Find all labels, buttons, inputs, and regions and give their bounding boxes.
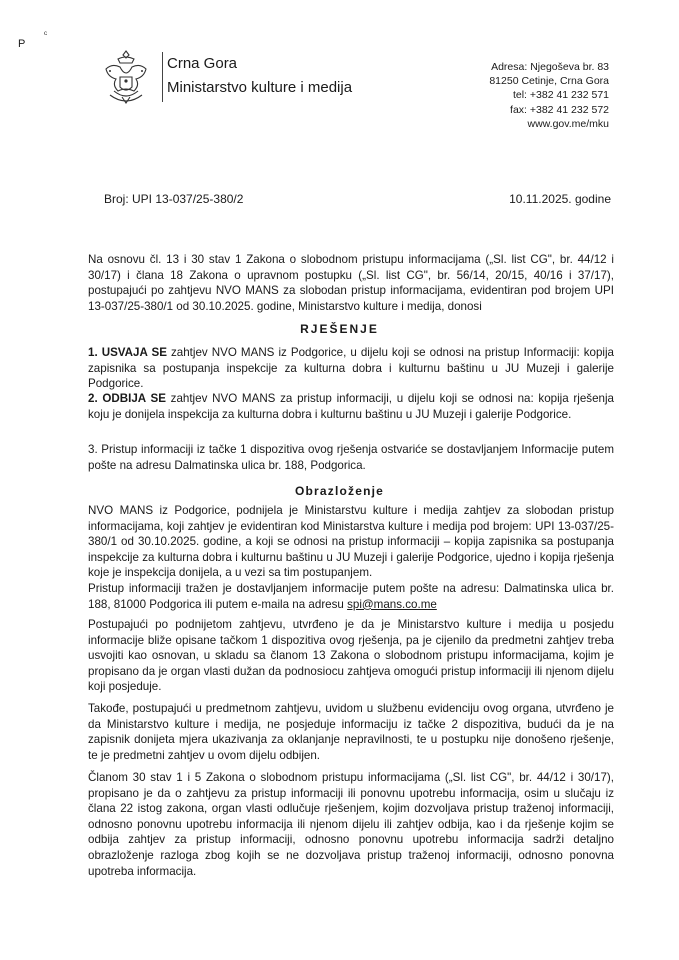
email-link[interactable]: spi@mans.co.me	[347, 597, 437, 611]
phone-line: tel: +382 41 232 571	[512, 89, 609, 102]
section-title-rjesenje: RJEŠENJE	[300, 322, 379, 336]
scan-mark: P	[18, 38, 26, 50]
fax-line: fax: +382 41 232 572	[510, 103, 609, 116]
reasoning-paragraph-2-text: Pristup informaciji tražen je dostavljanjem informacije putem pošte na adresu: Dalmatinska ulica br. 188, 81000 Podgorica ili putem e-maila na adresu	[88, 582, 614, 611]
org-country: Crna Gora	[167, 55, 238, 72]
dispositive-2-lead: 2. ODBIJA SE	[88, 392, 166, 405]
reasoning-paragraph-2	[88, 581, 614, 612]
dispositive-1-lead: 1. USVAJA SE	[88, 346, 167, 359]
reasoning-paragraph-5: Članom 30 stav 1 i 5 Zakona o slobodnom pristupu informacijama („Sl. list CG", br. 44/12 i 30/17), propisano je da o zahtjevu za pristup informaciji ili ponovnu upotrebu informacija, osim u slučaju iz člana 22 istog zakona, organ vlasti odlučuje rješenjem, kojim dozvoljava pristup traženoj informaciji, odnosno ponovnu upotrebu informacija ili njenom dijelu ili zahtjev odbija, kao i da rješenje kojim se odbija zahtjev za pristup informaciji, odnosno ponovnu upotrebu informacija sadrži detaljno obrazloženje razloga zbog kojih se ne dozvoljava pristup traženoj informaciji, odnosno ponovna upotreba informacija.	[88, 771, 614, 878]
section-title-obrazlozenje: Obrazloženje	[294, 484, 385, 498]
dispositive-1-text: zahtjev NVO MANS iz Podgorice, u dijelu koji se odnosi na pristup Informaciji: kopija zapisnika sa postupanja inspekcije za kulturna dobra i kulturnu baštinu u JU Muzeji i galerije Podgorice.	[88, 346, 614, 391]
reasoning-paragraph-1: NVO MANS iz Podgorice, podnijela je Ministarstvu kulture i medija zahtjev za slobodan pristup informacijama, koji zahtjev je evidentiran kod Ministarstva kulture i medija pod brojem: UPI 13-037/25-380/1 od 30.10.2025. godine, a koji se odnosi na pristup informaciji – kopija zapisnika sa postupanja inspekcije za kulturna dobra i kulturnu baštinu u JU Muzeji i galerije Podgorice, ujedno i kopija rješenja koje je inspekcija donijela, a u vezi sa tim postupanjem.	[88, 504, 614, 580]
org-ministry: Ministarstvo kulture i medija	[167, 79, 353, 96]
address-line: Adresa: Njegoševa br. 83	[491, 61, 609, 73]
document-number: Broj: UPI 13-037/25-380/2	[104, 192, 244, 206]
dispositive-1	[88, 345, 614, 392]
dispositive-3: 3. Pristup informaciji iz tačke 1 dispozitiva ovog rješenja ostvariće se dostavljanjem Informacije putem pošte na adresu Dalmatinska ulica br. 188, Podgorica.	[88, 443, 614, 472]
reasoning-paragraph-3: Postupajući po podnijetom zahtjevu, utvrđeno je da je Ministarstvo kulture i medija u posjedu informacije bliže opisane tačkom 1 dispozitiva ovog rješenja, pa je cijenilo da predmetni zahtjev treba usvojiti kao osnovan, u skladu sa članom 13 Zakona o slobodnom pristupu informacijama, kojim je propisano da je organ vlasti dužan da podnosiocu zahtjeva omogući pristup informaciji ili njenom dijelu koji posjeduje.	[88, 618, 614, 694]
dispositive-2-text: zahtjev NVO MANS za pristup informaciji, u dijelu koji se odnosi na: kopija rješenja koju je donijela inspekcija za kulturna dobra i kulturnu baštinu u JU Muzeji i galerije Podgorice.	[88, 392, 615, 421]
reasoning-paragraph-4: Takođe, postupajući u predmetnom zahtjevu, uvidom u službenu evidenciju ovog organa, utvrđeno je da Ministarstvo kulture i medija, ne posjeduje informaciju iz tačke 2 dispozitiva, budući da je na zapisnik donijeta mjera ukazivanja za oklanjanje nepravilnosti, te u postupku nije donošeno rješenje, te je predmetni zahtjev u ovom dijelu odbijen.	[88, 702, 614, 762]
coat-of-arms-icon	[100, 47, 152, 105]
address-line: 81250 Cetinje, Crna Gora	[489, 75, 609, 88]
header-divider	[162, 52, 163, 102]
website-line: www.gov.me/mku	[527, 117, 609, 130]
document-date: 10.11.2025. godine	[509, 192, 611, 206]
scan-mark-small: ᶜ	[44, 29, 48, 39]
dispositive-2	[88, 391, 614, 422]
address-block	[489, 60, 609, 131]
intro-paragraph: Na osnovu čl. 13 i 30 stav 1 Zakona o slobodnom pristupu informacijama („Sl. list CG", br. 44/12 i 30/17) i člana 18 Zakona o upravnom postupku („Sl. list CG", br. 56/14, 20/15, 40/16 i 37/17), postupajući po zahtjevu NVO MANS za slobodan pristup informacijama, evidentiran pod brojem UPI 13-037/25-380/1 od 30.10.2025. godine, Ministarstvo kulture i medija, donosi	[88, 253, 614, 313]
